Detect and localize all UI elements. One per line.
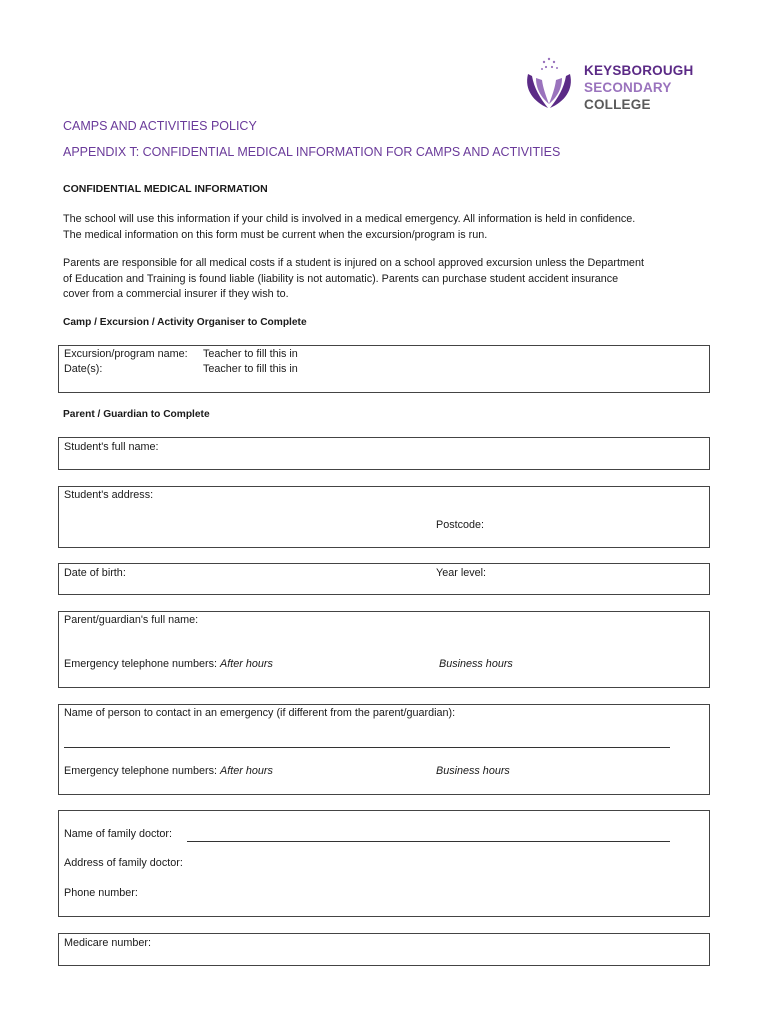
logo-line-3: COLLEGE (584, 97, 651, 112)
guardian-phone-row (64, 658, 273, 670)
logo-line-1: KEYSBOROUGH (584, 63, 694, 78)
contact-phone-row (64, 765, 273, 777)
parent-heading: Parent / Guardian to Complete (63, 409, 210, 420)
page-title: CAMPS AND ACTIVITIES POLICY (63, 119, 257, 133)
contact-person-label: Name of person to contact in an emergency (if different from the parent/guardian): (64, 707, 456, 719)
paragraph-costs (63, 256, 708, 303)
guardian-after-hours: After hours (220, 658, 273, 670)
logo-line-2: SECONDARY (584, 80, 672, 95)
doctor-name-line[interactable] (187, 841, 670, 842)
program-value[interactable]: Teacher to fill this in (203, 348, 298, 360)
dates-value[interactable]: Teacher to fill this in (203, 363, 298, 375)
contact-phone-label: Emergency telephone numbers: (64, 765, 218, 777)
doctor-field[interactable] (58, 810, 710, 917)
contact-name-line[interactable] (64, 747, 670, 748)
college-logo (522, 56, 702, 114)
postcode-label: Postcode: (436, 519, 485, 531)
para2-line2: of Education and Training is found liable (liability is not automatic). Parents can purchase student accident insurance (63, 272, 619, 285)
para2-line3: cover from a commercial insurer if they wish to. (63, 288, 289, 300)
para2-line1: Parents are responsible for all medical costs if a student is injured on a school approved excursion unless the Department (63, 257, 644, 269)
medicare-label: Medicare number: (64, 937, 152, 949)
guardian-phone-label: Emergency telephone numbers: (64, 658, 218, 670)
organiser-box (58, 345, 710, 393)
student-address-field[interactable] (58, 486, 710, 548)
student-address-label: Student's address: (64, 489, 154, 501)
emergency-contact-field[interactable] (58, 704, 710, 795)
guardian-name-label: Parent/guardian's full name: (64, 614, 199, 626)
student-name-label: Student's full name: (64, 441, 159, 453)
doctor-address-label: Address of family doctor: (64, 857, 183, 869)
section-heading: CONFIDENTIAL MEDICAL INFORMATION (63, 183, 268, 195)
guardian-field[interactable] (58, 611, 710, 688)
logo-emblem-icon (522, 56, 582, 112)
organiser-heading: Camp / Excursion / Activity Organiser to Complete (63, 317, 307, 328)
page-subtitle: APPENDIX T: CONFIDENTIAL MEDICAL INFORMATION FOR CAMPS AND ACTIVITIES (63, 145, 561, 159)
medicare-field[interactable] (58, 933, 710, 966)
student-name-field[interactable] (58, 437, 710, 470)
program-label: Excursion/program name: (64, 348, 188, 360)
year-level-label: Year level: (436, 567, 487, 579)
contact-after-hours: After hours (220, 765, 273, 777)
dates-label: Date(s): (64, 363, 103, 375)
dob-label: Date of birth: (64, 567, 126, 579)
para1-line2: The medical information on this form must be current when the excursion/program is run. (63, 228, 488, 241)
guardian-business-hours: Business hours (439, 658, 513, 670)
doctor-name-label: Name of family doctor: (64, 828, 173, 840)
paragraph-confidentiality (63, 212, 708, 243)
para1-line1: The school will use this information if your child is involved in a medical emergency. All information is held in confidence. (63, 213, 636, 225)
dob-year-field[interactable] (58, 563, 710, 595)
contact-business-hours: Business hours (436, 765, 510, 777)
phone-label: Phone number: (64, 887, 138, 899)
